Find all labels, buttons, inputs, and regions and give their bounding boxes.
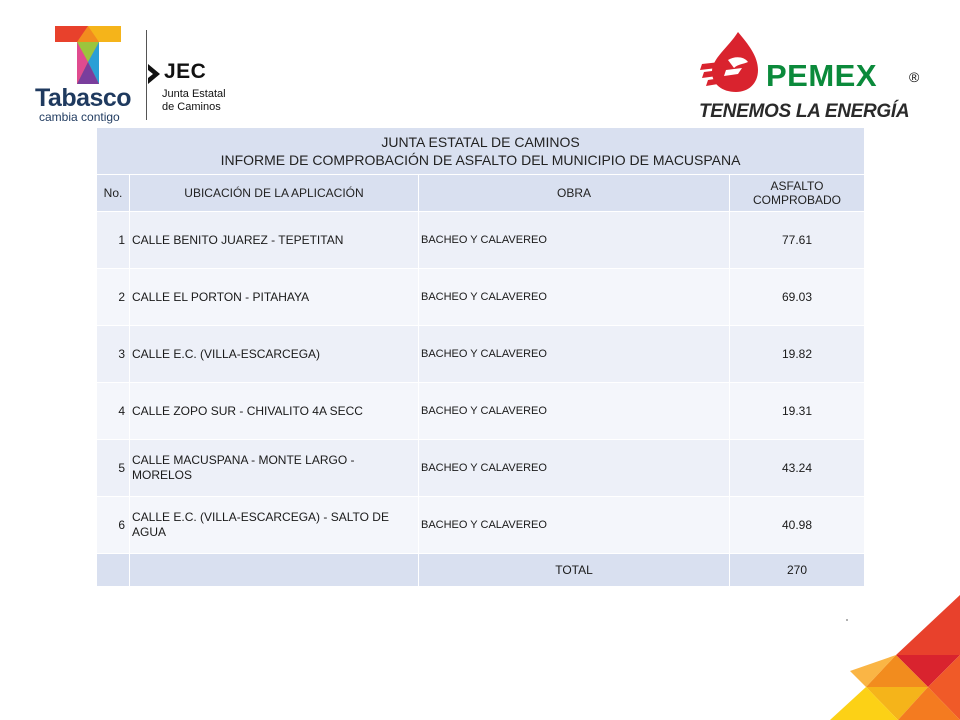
table-row bbox=[97, 440, 865, 497]
table-row bbox=[97, 497, 865, 554]
row-number: 2 bbox=[97, 269, 130, 326]
report-title-line1: JUNTA ESTATAL DE CAMINOS bbox=[381, 134, 580, 150]
registered-mark: ® bbox=[909, 69, 920, 85]
row-work: BACHEO Y CALAVEREO bbox=[419, 383, 730, 440]
pemex-eagle-icon bbox=[698, 30, 764, 94]
row-location: CALLE EL PORTON - PITAHAYA bbox=[130, 269, 419, 326]
tabasco-logo bbox=[33, 26, 143, 126]
row-asphalt: 19.31 bbox=[730, 383, 865, 440]
total-blank-location bbox=[130, 554, 419, 587]
table-row bbox=[97, 269, 865, 326]
row-number: 3 bbox=[97, 326, 130, 383]
title-row bbox=[97, 128, 865, 175]
row-work: BACHEO Y CALAVEREO bbox=[419, 212, 730, 269]
row-location: CALLE E.C. (VILLA-ESCARCEGA) - SALTO DE AGUA bbox=[130, 497, 419, 554]
header-location: UBICACIÓN DE LA APLICACIÓN bbox=[130, 175, 419, 212]
total-value: 270 bbox=[730, 554, 865, 587]
table-row bbox=[97, 212, 865, 269]
jec-logo bbox=[146, 60, 256, 120]
total-blank-no bbox=[97, 554, 130, 587]
tabasco-tagline: cambia contigo bbox=[39, 110, 120, 124]
report-title bbox=[97, 128, 865, 175]
tabasco-t-icon bbox=[55, 26, 121, 84]
total-row bbox=[97, 554, 865, 587]
row-asphalt: 69.03 bbox=[730, 269, 865, 326]
row-asphalt: 43.24 bbox=[730, 440, 865, 497]
corner-triangles-decoration bbox=[830, 595, 960, 720]
row-number: 5 bbox=[97, 440, 130, 497]
report-title-line2: INFORME DE COMPROBACIÓN DE ASFALTO DEL MUNICIPIO DE MACUSPANA bbox=[220, 152, 741, 168]
row-asphalt: 19.82 bbox=[730, 326, 865, 383]
row-asphalt: 77.61 bbox=[730, 212, 865, 269]
row-work: BACHEO Y CALAVEREO bbox=[419, 269, 730, 326]
row-work: BACHEO Y CALAVEREO bbox=[419, 326, 730, 383]
jec-subtitle-line1: Junta Estatal bbox=[162, 88, 226, 100]
header-asphalt-line1: ASFALTO bbox=[770, 179, 824, 193]
chevron-right-icon bbox=[146, 64, 160, 84]
header-asphalt bbox=[730, 175, 865, 212]
asphalt-report-table bbox=[96, 127, 865, 587]
pemex-logo bbox=[696, 30, 936, 125]
row-work: BACHEO Y CALAVEREO bbox=[419, 440, 730, 497]
tabasco-wordmark: Tabasco bbox=[35, 84, 132, 112]
row-location: CALLE E.C. (VILLA-ESCARCEGA) bbox=[130, 326, 419, 383]
row-location: CALLE ZOPO SUR - CHIVALITO 4A SECC bbox=[130, 383, 419, 440]
row-number: 1 bbox=[97, 212, 130, 269]
header-row bbox=[97, 175, 865, 212]
table-row bbox=[97, 326, 865, 383]
row-number: 4 bbox=[97, 383, 130, 440]
jec-subtitle bbox=[162, 88, 226, 114]
row-location: CALLE BENITO JUAREZ - TEPETITAN bbox=[130, 212, 419, 269]
row-number: 6 bbox=[97, 497, 130, 554]
row-asphalt: 40.98 bbox=[730, 497, 865, 554]
row-work: BACHEO Y CALAVEREO bbox=[419, 497, 730, 554]
pemex-wordmark: PEMEX bbox=[766, 58, 878, 93]
header-asphalt-line2: COMPROBADO bbox=[753, 193, 842, 207]
header-no: No. bbox=[97, 175, 130, 212]
pemex-slogan: TENEMOS LA ENERGÍA bbox=[699, 101, 910, 122]
jec-subtitle-line2: de Caminos bbox=[162, 101, 221, 113]
header-work: OBRA bbox=[419, 175, 730, 212]
total-label: TOTAL bbox=[419, 554, 730, 587]
jec-acronym: JEC bbox=[164, 60, 207, 83]
row-location: CALLE MACUSPANA - MONTE LARGO - MORELOS bbox=[130, 440, 419, 497]
table-row bbox=[97, 383, 865, 440]
